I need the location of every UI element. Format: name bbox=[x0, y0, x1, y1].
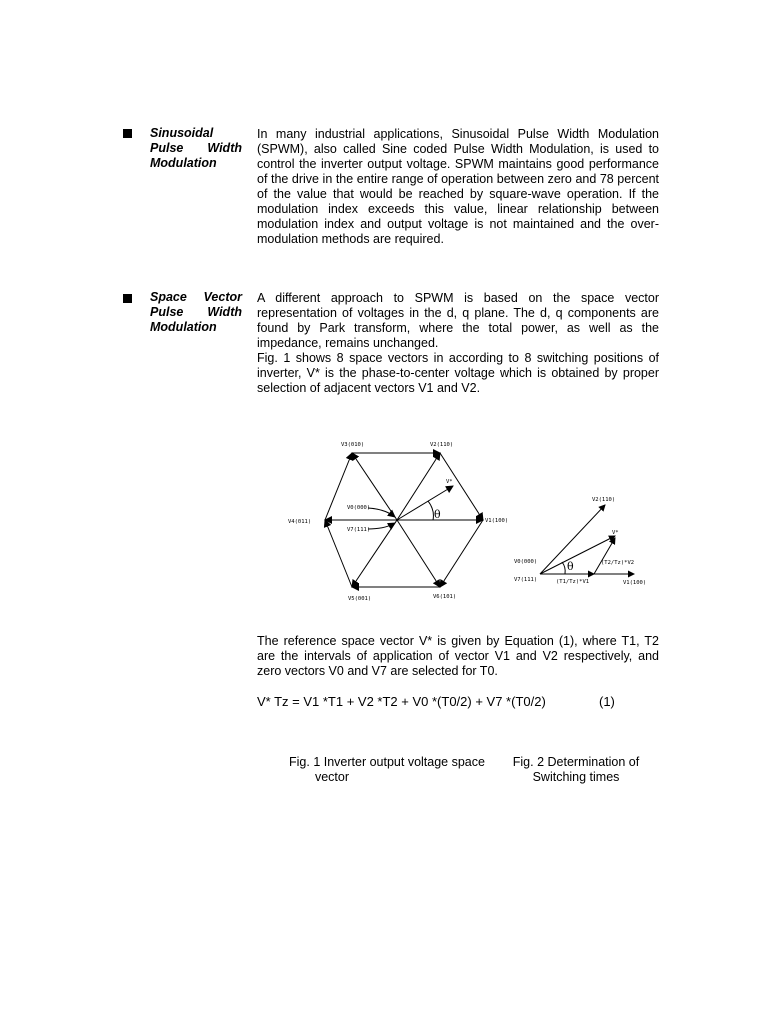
fig2-theta: θ bbox=[567, 560, 574, 573]
fig1-label-v0: V0(000) bbox=[347, 505, 371, 511]
paragraph-spwm: In many industrial applications, Sinusoidal Pulse Width Modulation (SPWM), also called Sine coded Pulse Width Modulation, is used to control the inverter output voltage. SPWM maintains good performance of the drive in the entire range of operation between zero and 78 percent of the value that would be reached by square-wave operation. If the modulation index exceeds this value, linear relationship between modulation index and output voltage is not maintained and the over-modulation methods are required. bbox=[257, 127, 659, 246]
equation: V* Tz = V1 *T1 + V2 *T2 + V0 *(T0/2) + V7 *(T0/2) bbox=[257, 694, 546, 709]
fig1-label-v1: V1(100) bbox=[485, 518, 509, 524]
fig2-label-t2: (T2/Tz)*V2 bbox=[601, 560, 635, 566]
fig2-label-v2: V2(110) bbox=[592, 497, 616, 503]
fig1-label-v6: V6(101) bbox=[433, 594, 457, 600]
paragraph-svpwm-part1: A different approach to SPWM is based on the space vector representation of voltages in the d, q plane. The d, q components are found by Park transform, where the total power, as well as the impedance, remains unchanged. bbox=[257, 291, 659, 350]
fig1-theta: θ bbox=[434, 508, 441, 521]
figure-2-caption bbox=[500, 755, 652, 785]
paragraph-svpwm-part2: Fig. 1 shows 8 space vectors in according to 8 switching positions of inverter, V* is the phase-to-center voltage which is obtained by proper selection of adjacent vectors V1 and V2. bbox=[257, 351, 659, 395]
hexagon-spokes bbox=[325, 453, 483, 587]
section-heading-svpwm: Space Vector Pulse Width Modulation bbox=[150, 290, 242, 334]
fig2-label-vstar: V* bbox=[612, 530, 619, 536]
fig2-label-v0: V0(000) bbox=[514, 559, 538, 565]
figure-2-caption-line1: Fig. 2 Determination of bbox=[512, 755, 640, 769]
figure-1-caption-line2: vector bbox=[314, 770, 350, 784]
fig1-label-v3: V3(010) bbox=[341, 442, 365, 448]
fig1-label-v5: V5(001) bbox=[348, 596, 372, 602]
fig1-label-v4: V4(011) bbox=[288, 519, 312, 525]
figure-2-switching-times bbox=[512, 492, 652, 592]
section-heading-spwm: Sinusoidal Pulse Width Modulation bbox=[150, 126, 242, 170]
fig1-label-vstar: V* bbox=[446, 479, 453, 485]
bullet-marker bbox=[123, 129, 132, 138]
fig2-label-v1: V1(100) bbox=[623, 580, 647, 586]
fig2-label-v7: V7(111) bbox=[514, 577, 538, 583]
equation-number: (1) bbox=[599, 694, 615, 709]
paragraph-svpwm bbox=[257, 291, 659, 396]
paragraph-reference-vector: The reference space vector V* is given by Equation (1), where T1, T2 are the intervals of application of vector V1 and V2 respectively, and zero vectors V0 and V7 are selected for T0. bbox=[257, 634, 659, 678]
fig1-label-v2: V2(110) bbox=[430, 442, 454, 448]
bullet-marker bbox=[123, 294, 132, 303]
figure-1-caption bbox=[282, 755, 492, 785]
fig1-label-v7: V7(111) bbox=[347, 527, 371, 533]
fig2-label-t1: (T1/Tz)*V1 bbox=[556, 579, 590, 585]
figure-1-space-vector-hexagon bbox=[280, 435, 520, 605]
figure-2-caption-line2: Switching times bbox=[532, 770, 620, 784]
figure-1-caption-line1: Fig. 1 Inverter output voltage space bbox=[289, 755, 485, 769]
